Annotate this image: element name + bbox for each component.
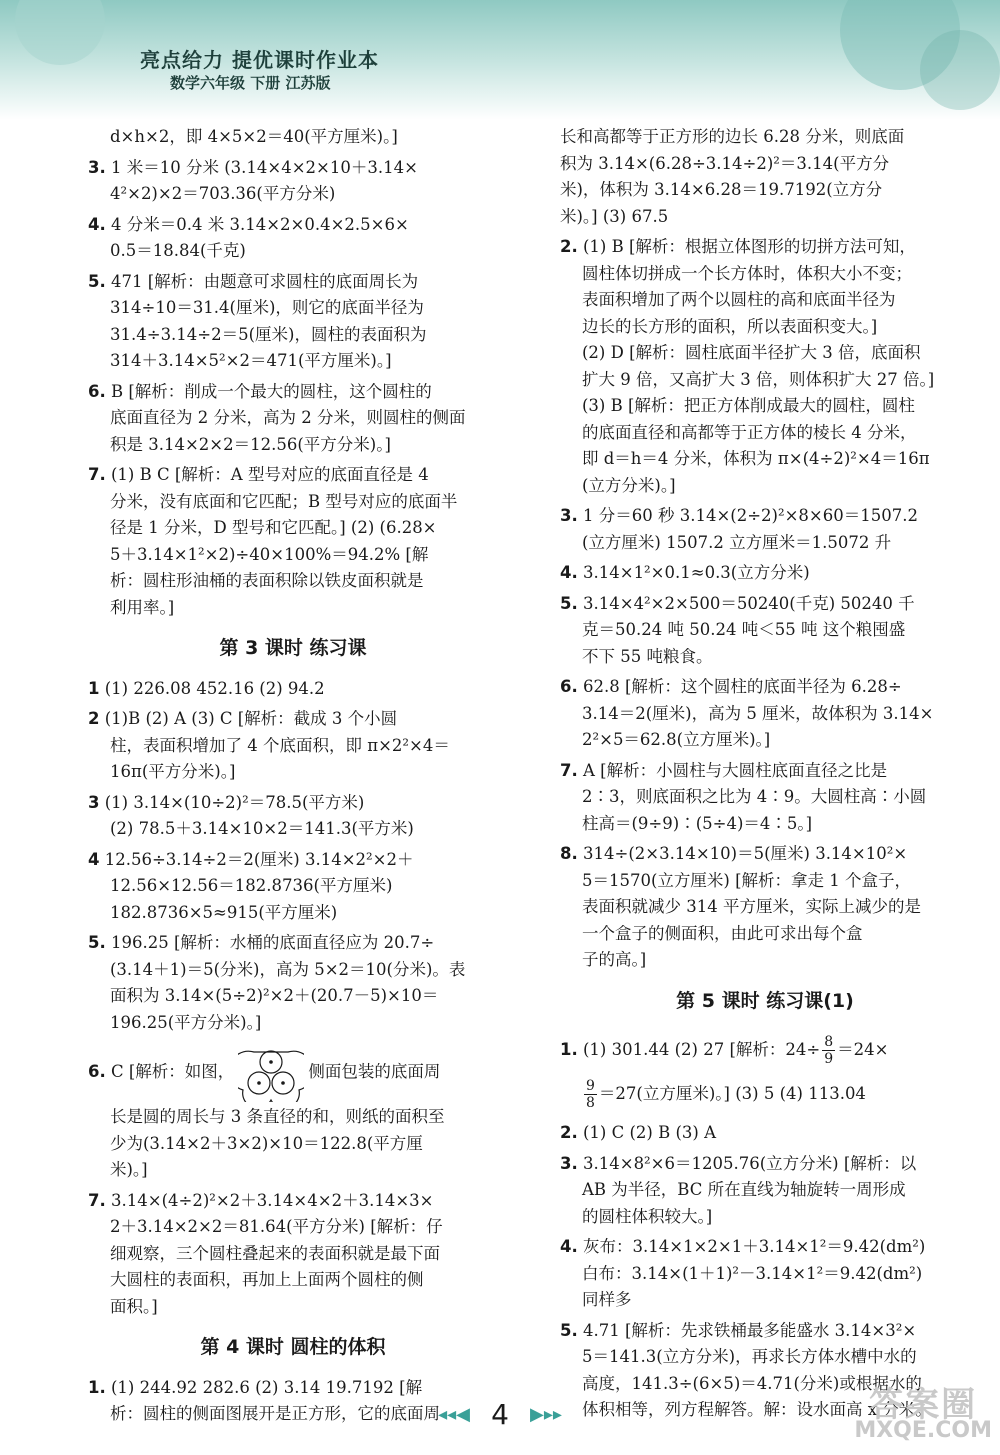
text-line: 0.5＝18.84(千克) xyxy=(110,241,246,260)
answer-item xyxy=(88,212,498,265)
text-line: 不下 55 吨粮食。 xyxy=(582,646,713,666)
text-line: 面积为 3.14×(5÷2)²×2＋(20.7－5)×10＝ xyxy=(110,986,439,1005)
text-line: (立方厘米) 1507.2 立方厘米＝1.5072 升 xyxy=(582,532,892,552)
text-line: 大圆柱的表面积，再加上上面两个圆柱的侧 xyxy=(110,1270,424,1289)
book-subject: 数学六年级 下册 江苏版 xyxy=(170,74,331,92)
text-line: 表面积增加了两个以圆柱的高和底面半径为 xyxy=(582,290,896,309)
text-line: 体积相等，列方程解答。解：设水面高 x 分米。 xyxy=(582,1400,932,1419)
header-band xyxy=(0,0,1000,120)
text-line: 31.4÷3.14÷2＝5(厘米)，圆柱的表面积为 xyxy=(110,324,427,344)
text-line: ＝27(立方厘米)。] (3) 5 (4) 113.04 xyxy=(598,1084,866,1103)
text-line: 高度，141.3÷(6×5)＝4.71(分米)或根据水的 xyxy=(582,1373,922,1393)
watermark-logo: 答案圈 xyxy=(869,1385,978,1425)
text-line: 314÷10＝31.4(厘米)，则它的底面半径为 xyxy=(110,298,424,317)
right-column xyxy=(560,124,970,1428)
text-line: 314÷(2×3.14×10)＝5(厘米) 3.14×10²× xyxy=(583,844,908,863)
item-number: 1. xyxy=(88,1377,106,1397)
item-number: 1. xyxy=(560,1040,578,1059)
item-number: 7. xyxy=(88,1190,106,1210)
fraction-numerator: 8 xyxy=(824,1034,834,1050)
text-line: (1) C (2) B (3) A xyxy=(583,1123,717,1142)
text-line: 白布：3.14×(1＋1)²－3.14×1²＝9.42(dm²) xyxy=(582,1263,923,1283)
text-line: 径是 1 分米，D 型号和它匹配。] (2) (6.28× xyxy=(110,518,437,537)
text-line: 柱，表面积增加了 4 个底面积，即 π×2²×4＝ xyxy=(110,735,450,755)
text-line: (3) B [解析：把正方体削成最大的圆柱，圆柱 xyxy=(582,396,915,415)
text-line: (1) 3.14×(10÷2)²＝78.5(平方米) xyxy=(104,792,365,812)
text-line: 一个盒子的侧面积，由此可求出每个盒 xyxy=(582,923,863,943)
text-line: 196.25 [解析：水桶的底面直径应为 20.7÷ xyxy=(111,933,435,952)
text-line: 圆柱体切拼成一个长方体时，体积大小不变； xyxy=(582,263,912,283)
three-circles-figure xyxy=(238,1044,304,1102)
item-number: 4 xyxy=(88,849,100,869)
left-column xyxy=(88,124,498,1432)
text-line: 4 分米＝0.4 米 3.14×2×0.4×2.5×6× xyxy=(111,214,409,234)
answer-item xyxy=(88,462,498,621)
answer-item xyxy=(88,379,498,459)
fraction-denominator: 8 xyxy=(586,1095,595,1111)
text-line: AB 为半径，BC 所在直线为轴旋转一周形成 xyxy=(582,1180,906,1199)
section-title-lesson-3: 第 3 课时 练习课 xyxy=(219,637,367,659)
item-number: 6. xyxy=(560,677,578,696)
item-number: 1 xyxy=(88,678,100,698)
text-line: 5＝141.3(立方分米)，再求长方体水槽中水的 xyxy=(582,1347,917,1366)
next-arrow-icon: ▶▸▸ xyxy=(530,1404,562,1425)
text-line: 1 分＝60 秒 3.14×(2÷2)²×8×60＝1507.2 xyxy=(583,506,918,525)
text-line: 表面积就减少 314 平方厘米，实际上减少的是 xyxy=(582,897,921,916)
text-line: 米)。] (3) 67.5 xyxy=(560,206,669,226)
text-line: 的底面直径和高都等于正方体的棱长 4 分米， xyxy=(582,422,917,442)
prev-arrow-icon: ◂◂◀ xyxy=(438,1404,470,1425)
text-line: 积为 3.14×(6.28÷3.14÷2)²＝3.14(平方分 xyxy=(560,153,890,173)
text-line: (1) B C [解析：A 型号对应的底面直径是 4 xyxy=(111,465,429,484)
fraction-denominator: 9 xyxy=(824,1051,834,1067)
text-line: 同样多 xyxy=(582,1290,632,1309)
text-line: (立方分米)。] xyxy=(582,475,676,495)
text-line: 5＝1570(立方厘米) [解析：拿走 1 个盒子， xyxy=(582,870,912,890)
text-line: 3.14×4²×2×500＝50240(千克) 50240 千 xyxy=(583,593,915,613)
text-line: B [解析：削成一个最大的圆柱，这个圆柱的 xyxy=(111,381,432,401)
text-line: 2＋3.14×2×2＝81.64(平方分米) [解析：仔 xyxy=(110,1217,443,1236)
item-number: 3. xyxy=(560,1153,578,1173)
text-line: 边长的长方形的面积，所以表面积变大。] xyxy=(582,316,878,336)
text-line: 利用率。] xyxy=(110,597,175,617)
text-line: 196.25(平方分米)。] xyxy=(110,1012,262,1032)
text-line: 长是圆的周长与 3 条直径的和，则纸的面积至 xyxy=(110,1107,445,1126)
book-title: 亮点给力 提优课时作业本 xyxy=(140,48,379,72)
item-number: 3 xyxy=(88,792,100,812)
text-line: (1) B [解析：根据立体图形的切拼方法可知， xyxy=(583,237,916,256)
text-line: 16π(平方分米)。] xyxy=(110,762,236,781)
answer-item xyxy=(560,560,970,587)
answer-item xyxy=(88,1040,498,1184)
text-line: 182.8736×5≈915(平方厘米) xyxy=(110,902,338,922)
answer-item xyxy=(560,1234,970,1314)
watermark-url: MXQE.COM xyxy=(854,1418,992,1443)
item-number: 8. xyxy=(560,844,578,863)
answer-item xyxy=(88,706,498,786)
text-line: (1) 301.44 (2) 27 [解析：24÷ xyxy=(583,1040,821,1059)
text-line: 314＋3.14×5²×2＝471(平方厘米)。] xyxy=(110,351,392,370)
text-line: ＝24× xyxy=(837,1040,889,1059)
answer-item xyxy=(88,1188,498,1321)
text-line: 侧面包装的底面周 xyxy=(308,1062,441,1081)
text-line: 米)。] xyxy=(110,1160,148,1179)
answer-item xyxy=(560,503,970,556)
text-line: 4.71 [解析：先求铁桶最多能盛水 3.14×3²× xyxy=(583,1320,917,1340)
text-line: 子的高。] xyxy=(582,950,647,969)
text-line: 3.14×1²×0.1≈0.3(立方分米) xyxy=(583,563,810,582)
text-line: (1) 226.08 452.16 (2) 94.2 xyxy=(104,678,325,698)
text-line: 1 米＝10 分米 (3.14×4×2×10＋3.14× xyxy=(111,157,418,177)
answer-item xyxy=(560,758,970,838)
text-line: 12.56×12.56＝182.8736(平方厘米) xyxy=(110,876,393,895)
page-footer xyxy=(0,1398,1000,1431)
item-number: 6. xyxy=(88,1062,106,1081)
text-line: 3.14×8²×6＝1205.76(立方分米) [解析：以 xyxy=(583,1153,917,1173)
answer-item xyxy=(88,155,498,208)
text-line: 的圆柱体积较大。] xyxy=(582,1206,713,1226)
text-line: 柱高＝(9÷9)∶(5÷4)＝4∶5。] xyxy=(582,813,813,833)
item-number: 3. xyxy=(560,506,578,525)
item-number: 4. xyxy=(88,214,106,234)
text-line: 3.14＝2(厘米)，高为 5 厘米，故体积为 3.14× xyxy=(582,703,934,723)
answer-item xyxy=(560,1120,970,1147)
text-line: (1) 244.92 282.6 (2) 3.14 19.7192 [解 xyxy=(111,1377,423,1397)
text-line: C [解析：如图， xyxy=(111,1062,235,1081)
answer-item xyxy=(560,841,970,974)
item-number: 5. xyxy=(560,593,578,613)
text-line: 析：圆柱的侧面图展开是正方形，它的底面周 xyxy=(110,1404,440,1423)
item-number: 6. xyxy=(88,381,106,401)
item-number: 2. xyxy=(560,1123,578,1142)
text-line: 即 d＝h＝4 分米，体积为 π×(4÷2)²×4＝16π xyxy=(582,449,930,468)
item-number: 2. xyxy=(560,237,578,256)
item-number: 7. xyxy=(560,760,578,780)
answer-item xyxy=(88,790,498,843)
text-line: (3.14＋1)＝5(分米)，高为 5×2＝10(分米)。表 xyxy=(110,959,466,979)
text-line: A [解析：小圆柱与大圆柱底面直径之比是 xyxy=(583,760,888,780)
text-line: 少为(3.14×2＋3×2)×10＝122.8(平方厘 xyxy=(110,1133,423,1153)
intro-block xyxy=(560,124,970,230)
fraction xyxy=(822,1034,835,1067)
answer-item xyxy=(560,1151,970,1231)
text-line: (1)B (2) A (3) C [解析：截成 3 个小圆 xyxy=(104,709,398,728)
answer-item xyxy=(560,591,970,671)
intro-block xyxy=(88,124,498,151)
answer-item xyxy=(88,269,498,375)
section-title-lesson-5: 第 5 课时 练习课(1) xyxy=(676,989,854,1012)
item-number: 5. xyxy=(88,271,106,291)
watermark xyxy=(854,1385,992,1444)
page-number: 4 xyxy=(491,1398,509,1431)
text-line: 5＋3.14×1²×2)÷40×100%＝94.2% [解 xyxy=(110,544,429,564)
text-line: 12.56÷3.14÷2＝2(厘米) 3.14×2²×2＋ xyxy=(104,849,414,869)
answer-item xyxy=(560,674,970,754)
fraction-numerator: 9 xyxy=(586,1078,595,1094)
text-line: 析：圆柱形油桶的表面积除以铁皮面积就是 xyxy=(110,571,424,590)
section-title-lesson-4: 第 4 课时 圆柱的体积 xyxy=(200,1336,386,1358)
text-line: 面积。] xyxy=(110,1296,158,1316)
text-line: 2∶3，则底面积之比为 4∶9。大圆柱高∶小圆 xyxy=(582,787,927,806)
item-number: 4. xyxy=(560,1237,578,1256)
answer-item xyxy=(88,847,498,927)
fraction xyxy=(584,1078,597,1111)
item-number: 5. xyxy=(88,933,106,952)
text-line: 分米，没有底面和它匹配；B 型号对应的底面半 xyxy=(110,491,458,511)
text-line: 62.8 [解析：这个圆柱的底面半径为 6.28÷ xyxy=(583,677,902,696)
item-number: 5. xyxy=(560,1320,578,1340)
text-line: 471 [解析：由题意可求圆柱的底面周长为 xyxy=(111,271,419,291)
text-line: 积是 3.14×2×2＝12.56(平方分米)。] xyxy=(110,434,391,454)
answer-item xyxy=(88,676,498,703)
answer-item xyxy=(88,930,498,1036)
item-number: 3. xyxy=(88,157,106,177)
answer-item xyxy=(560,234,970,499)
text-line: 4²×2)×2＝703.36(平方分米) xyxy=(110,184,336,203)
text-line: 长和高都等于正方形的边长 6.28 分米，则底面 xyxy=(560,127,905,146)
text-line: 底面直径为 2 分米，高为 2 分米，则圆柱的侧面 xyxy=(110,408,466,427)
answer-item xyxy=(560,1028,970,1116)
item-number: 2 xyxy=(88,709,100,728)
text-line: (2) D [解析：圆柱底面半径扩大 3 倍，底面积 xyxy=(582,343,921,362)
text-line: 3.14×(4÷2)²×2＋3.14×4×2＋3.14×3× xyxy=(111,1190,434,1210)
text-line: d×h×2，即 4×5×2＝40(平方厘米)。] xyxy=(110,127,398,146)
text-line: 细观察，三个圆柱叠起来的表面积就是最下面 xyxy=(110,1243,440,1263)
text-line: 米)，体积为 3.14×6.28＝19.7192(立方分 xyxy=(560,180,883,199)
text-line: (2) 78.5＋3.14×10×2＝141.3(平方米) xyxy=(110,819,414,838)
text-line: 灰布：3.14×1×2×1＋3.14×1²＝9.42(dm²) xyxy=(583,1237,926,1256)
item-number: 7. xyxy=(88,465,106,484)
text-line: 2²×5＝62.8(立方厘米)。] xyxy=(582,730,771,749)
text-line: 克＝50.24 吨 50.24 吨＜55 吨 这个粮囤盛 xyxy=(582,620,906,639)
item-number: 4. xyxy=(560,563,578,582)
text-line: 扩大 9 倍，又高扩大 3 倍，则体积扩大 27 倍。] xyxy=(582,369,935,389)
